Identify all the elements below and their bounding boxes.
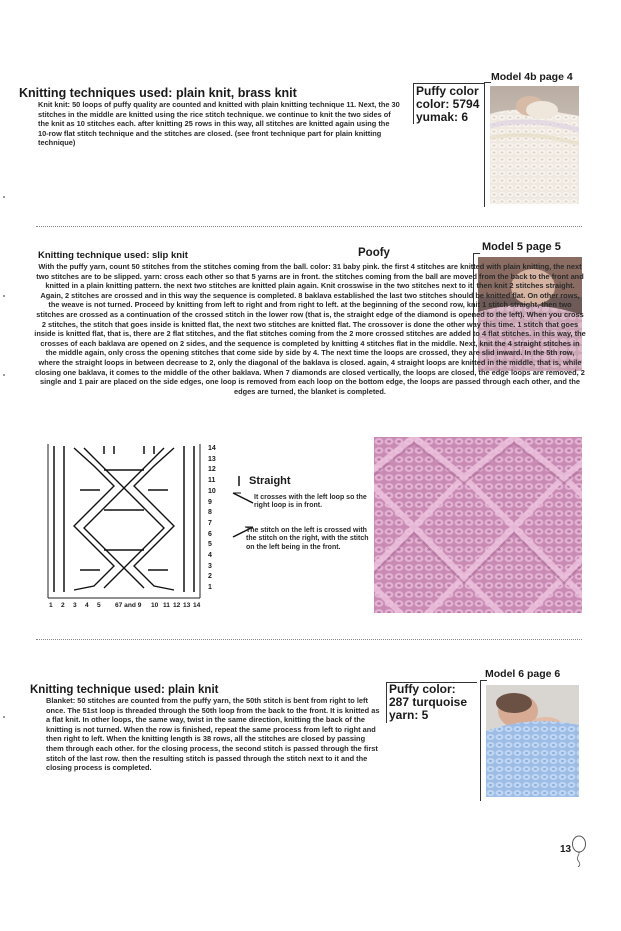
legend-cross-left-text: It crosses with the left loop so the right loop is in front. [254,494,367,510]
row-number: 11 [208,477,216,485]
row-number: 3 [208,562,212,570]
section3-color-line1: Puffy color: [389,682,456,696]
section1-color-line3: yumak: 6 [416,110,469,124]
section3-model-label: Model 6 page 6 [485,668,561,680]
section3-color-info [389,683,467,722]
edge-mark [3,374,5,376]
section1-body: Knit knit: 50 loops of puffy quality are counted and knitted with plain knitting technique 11. Next, the 30 stitches in the middle are knitted using the rice stitch technique. we continue to knit the two sides of the knit as 10 stitches each. after knitting 25 rows in this way, all stitches are knitted again using the 10-row flat stitch technique and the stitches are closed. (see front technique part for plain knitting technique) [38,100,400,148]
col-number: 2 [61,602,65,609]
page-number: 13 [560,844,572,855]
edge-mark [3,716,5,718]
section2-poofy: Poofy [358,247,390,259]
section2-model-label: Model 5 page 5 [482,241,561,253]
row-number: 14 [208,445,216,452]
section3-color-line2: 287 turquoise [389,695,468,709]
balloon-icon [571,835,587,867]
col-number: 11 [163,602,170,609]
col-number: 67 and 9 [115,602,142,609]
edge-mark [3,295,5,297]
section1-color-line2: color: 5794 [416,97,480,111]
col-number: 3 [73,602,77,609]
legend-cross-left-symbol [232,491,254,505]
section1-model-label: Model 4b page 4 [491,71,573,83]
row-number: 9 [208,498,212,506]
row-number: 8 [208,509,212,517]
section2-title: Knitting technique used: slip knit [38,250,188,261]
knitting-chart [40,440,240,615]
section1-color-line1: Puffy color [416,84,479,98]
row-number: 1 [208,584,212,592]
section2-body: With the puffy yarn, count 50 stitches from the stitches coming from the ball. color: 31 baby pink. the first 4 stitches are knitted with plain knitting, the next two stitches are to be slipped. yarn: cross each other so that 5 yarns are in front. the stitches coming from the ball are moved from the back to the front and knitted in a plain knitting pattern. the next two stitches are knitted plain again. Knit crosswise in the two stitches next to it, then knit 2 stitches straight. Again, 2 stitches are crossed and in this way the sequence is completed. 8 baklava established the last two stitches should be knitted flat. On other rows, the weave is not turned. Proceed by knitting from left to right and from right to left. at the beginning of the second row, knit 1 stitch straight, then two stitches are crossed as a continuation of the crossed stitch in the lower row (that is, the straight edge of the diamond is opened to the left). When you cross 2 stitches, the stitch that goes inside is knitted flat, the next two stitches are knitted flat. The crossover is done the other way this time. 1 stitch that goes inside is knitted flat, that is, there are 2 flat stitches, and the flat stitches coming from the 2 more crossed stitches are added to 4 flat stitches. in this way, the crosses of each baklava are opened on 2 sides, and the sequence is completed by knitting 4 stitches flat in the middle. Next, knit the 4 straight stitches in the middle again, only cross the opening stitches that come side by side by 4. The next time the loops are crossed, they are slid inward. In the 5th row, where the straight loops in between decrease to 2, only the diagonal of the baklava is closed. again, 4 straight loops are knitted in the middle, that is, while closing one baklava, it comes to the middle of the other baklava. When 7 diamonds are closed vertically, the loops are closed, the edge loops are removed, 2 single and 1 pair are placed on the side edges, one loop is removed from each loop on the bottom edge, the loops are passed through each other, and the edges are turned, the blanket is completed. [34,262,586,396]
row-number: 5 [208,541,212,549]
section1-color-info [416,85,479,124]
row-number: 6 [208,530,212,538]
col-number: 13 [183,602,191,609]
section3-body: Blanket: 50 stitches are counted from the puffy yarn, the 50th stitch is bent from right to left once. The 51st loop is threaded through the 50th loop from the back to the front. It is knitted as a flat knit. In other loops, the same way, twist in the same direction, knitting the back of the knitting is not turned. When the row is finished, repeat the same process from left to right and then right to left. When the knitting length is 38 rows, all the stitches are closed by passing them through each other. for the closing process, the second stitch is passed through the first stitch of the last row. then the resulting stitch is passed through the stitch next to it and the closing process is completed. [46,696,380,773]
row-number: 13 [208,455,216,463]
legend-straight-symbol [234,474,244,486]
divider-2 [36,639,582,640]
row-number: 2 [208,573,212,581]
col-number: 5 [97,602,101,609]
legend-cross-right-text: The stitch on the left is crossed with the stitch on the right, with the stitch on the left being in the front. [246,527,369,551]
section3-title: Knitting technique used: plain knit [30,684,219,696]
section1-title: Knitting techniques used: plain knit, brass knit [19,86,297,100]
row-number: 4 [208,552,212,560]
row-number: 7 [208,519,212,527]
chart-row-numbers [208,444,228,594]
row-number: 12 [208,466,216,474]
col-number: 12 [173,602,181,609]
row-number: 10 [208,487,216,495]
legend-straight-label: Straight [249,475,291,487]
edge-mark [3,196,5,198]
section1-baby-photo [490,86,579,204]
col-number: 4 [85,602,89,609]
pink-knit-sample-photo [374,437,582,613]
col-number: 14 [193,602,201,609]
section3-color-line3: yarn: 5 [389,708,429,722]
col-number: 1 [49,602,53,609]
col-number: 10 [151,602,159,609]
section3-baby-photo [486,685,579,797]
divider-1 [36,226,582,227]
